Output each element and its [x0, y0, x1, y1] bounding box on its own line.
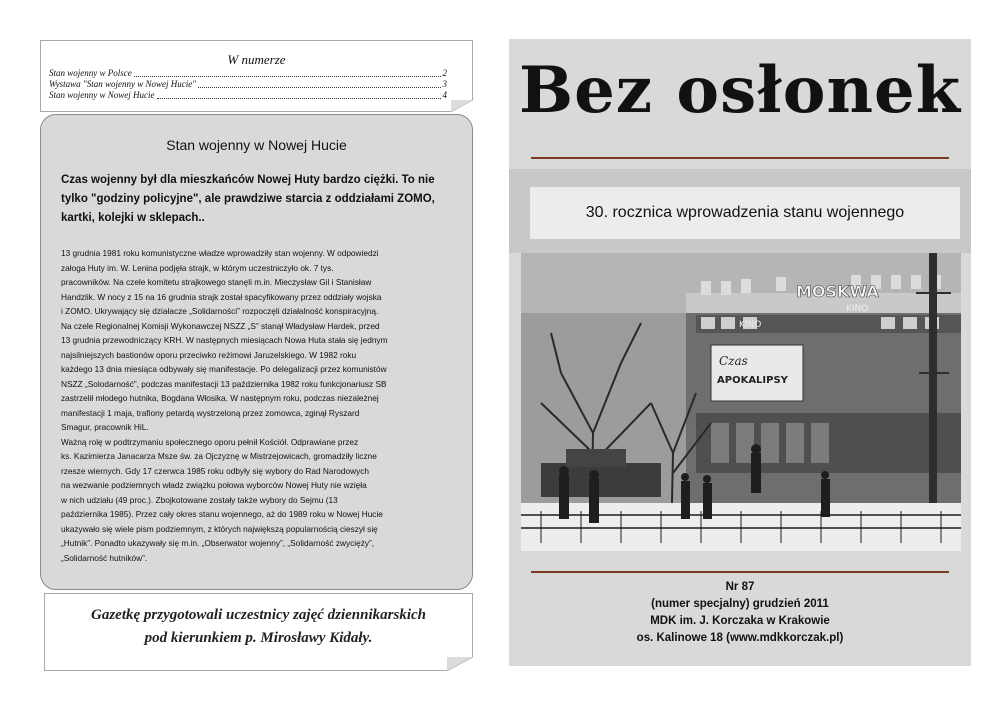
- cover-subtitle: 30. rocznica wprowadzenia stanu wojennego: [530, 187, 960, 239]
- cover-page: [509, 39, 971, 666]
- toc-title: W numerze: [227, 52, 286, 67]
- toc-leader-dots: [157, 98, 441, 99]
- toc-item-title: Stan wojenny w Polsce: [49, 68, 132, 78]
- article-panel: [40, 114, 473, 590]
- toc-leader-dots: [198, 87, 441, 88]
- toc-item-page: 3: [442, 79, 447, 89]
- cover-photo: [521, 253, 961, 551]
- issue-edition: (numer specjalny) grudzień 2011: [651, 598, 829, 610]
- credit-line-2: pod kierunkiem p. Mirosławy Kidały.: [144, 630, 373, 646]
- toc-item[interactable]: [49, 68, 447, 79]
- table-of-contents: [40, 40, 473, 112]
- cinema-sign-kino-right: KINO: [846, 304, 869, 314]
- issue-address: os. Kalinowe 18 (www.mdkkorczak.pl): [636, 632, 844, 644]
- issue-publisher: MDK im. J. Korczaka w Krakowie: [650, 615, 830, 627]
- cinema-sign-kino-left: KINO: [739, 320, 762, 330]
- divider-rule: [531, 157, 949, 159]
- toc-item[interactable]: [49, 90, 447, 101]
- toc-leader-dots: [134, 76, 441, 77]
- divider-rule: [531, 571, 949, 573]
- toc-item-title: Stan wojenny w Nowej Hucie: [49, 90, 155, 100]
- masthead-title: Bez osłonek: [518, 53, 962, 128]
- cinema-photo-illustration: [521, 253, 961, 551]
- article-body: 13 grudnia 1981 roku komunistyczne władze wprowadziły stan wojenny. W odpowiedzi załoga Huty im. W. Lenina podjęła strajk, w którym uczestniczyło ok. 7 tys. pracowników. Na czele komitetu strajkowego stanęli m.in. Mieczysław Gil i Stanisław Handzlik. W nocy z 15 na 16 grudnia strajk został spacyfikowany przez oddziały wojska i ZOMO. Ukrywający się działacze „Solidarności” rozpoczęli działalność konspiracyjną. Na czele Regionalnej Komisji Wykonawczej NSZZ „S” stanął Władysław Hardek, przed 13 grudnia przewodniczący KRH. W następnych miesiącach Nowa Huta stała się jednym najsilniejszych bastionów oporu przeciwko reżimowi Jaruzelskiego. W 1982 roku każdego 13 dnia miesiąca odbywały się manifestacje. Po delegalizacji przez komunistów NSZZ „Solodarność”, podczas manifestacji 13 października 1982 roku funkcjonariusz SB zastrzelił młodego hutnika, Bogdana Włosika. W następnym roku, podczas niezależnej manifestacji 1 maja, trafiony petardą wystrzeloną przez zomowca, zginął Ryszard Smagur, pracownik HiL. Ważną rolę w podtrzymaniu społecznego oporu pełnił Kościół. Odprawiane przez ks. Kazimierza Janacarza Msze św. za Ojczyznę w Mistrzejowicach, gromadziły liczne rzesze wiernych. Gdy 17 czerwca 1985 roku odbyły się wybory do Rad Narodowych na wezwanie podziemnych władz związku połowa wyborców Nowej Huty nie wzięła w nich udziału (49 proc.). Zbojkotowane zostały także wybory do Sejmu (13 października 1985). Przez cały okres stanu wojennego, aż do 1989 roku w Nowej Hucie ukazywało się wiele pism podziemnym, z których największą popularnością cieszył się „Hutnik”. Ponadto ukazywały się m.in. „Obserwator wojenny”, „Solidarność zwycięży”, „Solidarność hutników”.: [61, 248, 388, 563]
- issue-number: Nr 87: [725, 581, 755, 593]
- issue-info: [509, 579, 971, 647]
- toc-item-page: 2: [442, 68, 447, 78]
- cinema-sign-moskwa: MOSKWA: [796, 282, 879, 301]
- toc-item[interactable]: [49, 79, 447, 90]
- billboard-line-1: Czas: [719, 354, 748, 368]
- toc-item-title: Wystawa "Stan wojenny w Nowej Hucie": [49, 79, 196, 89]
- toc-item-page: 4: [442, 90, 447, 100]
- credit-line-1: Gazetkę przygotowali uczestnicy zajęć dziennikarskich: [91, 607, 426, 623]
- page-curl-corner: [447, 657, 473, 671]
- article-lead: Czas wojenny był dla mieszkańców Nowej Huty bardzo ciężki. To nie tylko "godziny policyjne", ale prawdziwe starcia z oddziałami ZOMO, kartki, kolejki w sklepach..: [61, 174, 435, 224]
- billboard-line-2: APOKALIPSY: [717, 375, 788, 386]
- article-title: Stan wojenny w Nowej Hucie: [166, 137, 347, 153]
- credit-note: [44, 593, 473, 671]
- page-curl-corner: [451, 100, 473, 112]
